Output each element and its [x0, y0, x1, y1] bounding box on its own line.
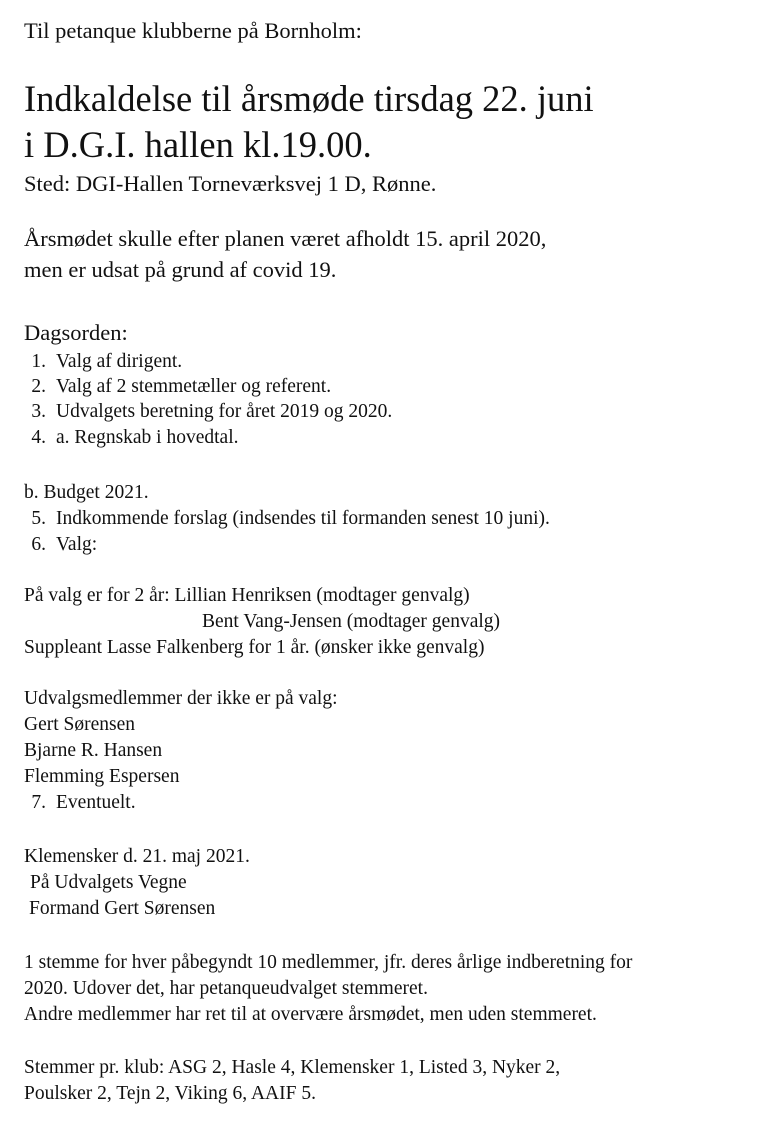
agenda-item-text: Indkommende forslag (indsendes til formanden senest 10 juni). [56, 508, 550, 529]
headline-line-1: Indkaldelse til årsmøde tirsdag 22. juni [24, 78, 594, 119]
votes-line-1: Stemmer pr. klub: ASG 2, Hasle 4, Klemensker 1, Listed 3, Nyker 2, [24, 1057, 561, 1078]
agenda-item-text: Valg af 2 stemmetæller og referent. [56, 376, 332, 397]
member-name: Gert Sørensen [24, 714, 136, 735]
agenda-item-number: 1. [31, 351, 46, 372]
agenda-item-text: a. Regnskab i hovedtal. [56, 427, 239, 448]
agenda-item [24, 351, 182, 373]
agenda-item-text: Valg af dirigent. [56, 351, 183, 372]
voting-line-2: 2020. Udover det, har petanqueudvalget stemmeret. [24, 978, 428, 999]
agenda-item-text: Eventuelt. [56, 792, 136, 813]
signoff-place-date: Klemensker d. 21. maj 2021. [24, 846, 250, 867]
votes-line-2: Poulsker 2, Tejn 2, Viking 6, AAIF 5. [24, 1083, 316, 1104]
election-line-3: Suppleant Lasse Falkenberg for 1 år. (ønsker ikke genvalg) [24, 637, 485, 658]
agenda-item [24, 401, 392, 423]
agenda-item-text: Valg: [56, 534, 98, 555]
agenda-item [24, 534, 97, 556]
agenda-item [24, 376, 331, 398]
venue: Sted: DGI-Hallen Torneværksvej 1 D, Rønne. [24, 171, 437, 196]
agenda-item-number: 4. [31, 427, 46, 448]
agenda-item-number: 2. [31, 376, 46, 397]
postponement-line-1: Årsmødet skulle efter planen været afholdt 15. april 2020, [24, 226, 547, 251]
agenda-item-number: 3. [31, 401, 46, 422]
signoff-signer: Formand Gert Sørensen [29, 898, 216, 919]
election-line-2: Bent Vang-Jensen (modtager genvalg) [202, 611, 501, 632]
agenda-item-number: 7. [31, 792, 46, 813]
agenda-budget: b. Budget 2021. [24, 482, 149, 503]
agenda-heading: Dagsorden: [24, 320, 128, 345]
agenda-item-number: 5. [31, 508, 46, 529]
election-line-1: På valg er for 2 år: Lillian Henriksen (modtager genvalg) [24, 585, 470, 606]
voting-line-1: 1 stemme for hver påbegyndt 10 medlemmer, jfr. deres årlige indberetning for [24, 952, 633, 973]
agenda-item-number: 6. [31, 534, 46, 555]
member-name: Bjarne R. Hansen [24, 740, 163, 761]
agenda-item [24, 792, 136, 814]
agenda-item [24, 427, 239, 449]
greeting: Til petanque klubberne på Bornholm: [24, 18, 362, 43]
agenda-item-text: Udvalgets beretning for året 2019 og 2020. [56, 401, 393, 422]
postponement-line-2: men er udsat på grund af covid 19. [24, 257, 337, 282]
voting-line-3: Andre medlemmer har ret til at overvære årsmødet, men uden stemmeret. [24, 1004, 597, 1025]
agenda-item [24, 508, 550, 530]
signoff-on-behalf: På Udvalgets Vegne [30, 872, 187, 893]
member-name: Flemming Espersen [24, 766, 180, 787]
headline-line-2: i D.G.I. hallen kl.19.00. [24, 124, 372, 165]
members-heading: Udvalgsmedlemmer der ikke er på valg: [24, 688, 338, 709]
